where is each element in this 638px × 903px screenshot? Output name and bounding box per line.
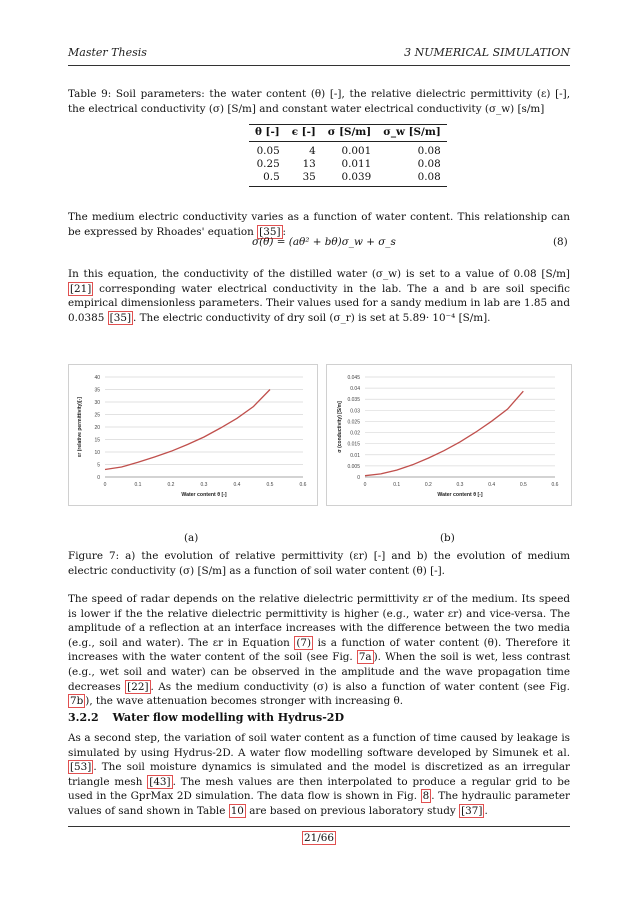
table-cell: 13	[302, 158, 316, 170]
x-axis-label: Water content θ [-]	[181, 492, 227, 498]
text-run: ). When the soil is wet, less contrast (e.g., wet soil and water) can be observed in the amplitude and the wave propagation time decreases	[68, 651, 570, 693]
table-header-cell: θ [-]	[249, 125, 286, 142]
paragraph-hydrus	[68, 731, 570, 819]
y-tick-label: 0.03	[350, 408, 360, 415]
table-header-cell: σ [S/m]	[322, 125, 377, 142]
table-cell: 0.039	[322, 171, 377, 187]
citation-link[interactable]: [53]	[70, 761, 92, 774]
running-header-right: 3 NUMERICAL SIMULATION	[404, 46, 570, 59]
y-tick-label: 0	[97, 475, 100, 481]
y-tick-label: 15	[94, 437, 100, 444]
text-run: is a function of water content (θ). Therefore it increases with the water content of the soil (see Fig.	[68, 636, 570, 664]
header-rule	[68, 65, 570, 66]
y-tick-label: 0.025	[347, 419, 360, 426]
page-number-link[interactable]: 21/66	[304, 832, 334, 844]
y-axis-label: σ (conductivity) [S/m]	[337, 401, 343, 453]
y-tick-label: 10	[94, 450, 100, 456]
equation-link[interactable]: (7)	[296, 636, 312, 649]
table-header-row	[249, 125, 447, 142]
y-tick-label: 30	[94, 400, 100, 406]
y-tick-label: 0.005	[347, 463, 360, 470]
subfigure-label-b: (b)	[440, 532, 455, 544]
table-header-cell: σ_w [S/m]	[377, 125, 447, 142]
text-run: ), the wave attenuation becomes stronger with increasing θ.	[85, 695, 404, 708]
table-cell: 0.001	[341, 145, 372, 157]
y-tick-label: 5	[97, 462, 100, 469]
citation-link[interactable]: [35]	[259, 225, 281, 238]
y-tick-label: 0.015	[347, 441, 360, 448]
table-cell: 35	[286, 171, 322, 187]
y-tick-label: 0.035	[347, 397, 360, 404]
x-tick-label: 0.3	[200, 482, 208, 488]
equation-number: (8)	[553, 236, 568, 248]
x-tick-label: 0.3	[456, 482, 464, 488]
soil-parameters-table	[249, 124, 447, 187]
x-axis-label: Water content θ [-]	[437, 492, 483, 498]
chart-a-frame	[68, 364, 318, 506]
page-number	[0, 832, 638, 844]
section-title: Water flow modelling with Hydrus-2D	[112, 711, 344, 724]
footer-rule	[68, 826, 570, 827]
text-run: The medium electric conductivity varies as a function of water content. This relationship can be expressed by Rhoades' equation	[68, 211, 570, 238]
equation-8: σ(θ) = (aθ² + bθ)σ_w + σ_s	[252, 236, 396, 248]
text-run: . The hydraulic parameter values of sand shown in Table	[68, 790, 570, 817]
figure-link[interactable]: 7a	[358, 651, 372, 664]
x-tick-label: 0.1	[134, 482, 142, 488]
citation-link[interactable]: [37]	[461, 804, 483, 817]
table-cell: 0.011	[341, 158, 372, 170]
text-run: :	[282, 225, 287, 238]
table-row	[249, 171, 447, 187]
series-line	[105, 390, 270, 470]
text-run: . The electric conductivity of dry soil (σ_r) is set at 5.89· 10⁻⁴ [S/m].	[133, 311, 491, 324]
citation-link[interactable]: [43]	[149, 775, 171, 788]
text-run: are based on previous laboratory study	[245, 804, 460, 817]
y-tick-label: 0.01	[350, 452, 360, 459]
y-axis-label: εr (relative permittivity)[-]	[77, 397, 83, 457]
text-run: . The soil moisture dynamics is simulated and the model is discretized as an irregular triangle mesh	[68, 761, 570, 788]
table-cell: 4	[309, 145, 316, 157]
x-tick-label: 0.6	[551, 482, 559, 488]
x-tick-label: 0.6	[299, 482, 307, 488]
table-cell: 0.08	[377, 171, 447, 187]
conductivity-chart	[327, 365, 571, 505]
y-tick-label: 0.045	[347, 375, 360, 381]
table-cell: 0.08	[417, 158, 441, 170]
y-tick-label: 0.04	[350, 386, 360, 393]
figure-link[interactable]: 7b	[70, 695, 84, 708]
chart-b-frame	[326, 364, 572, 506]
subfigure-label-a: (a)	[184, 532, 199, 544]
x-tick-label: 0.4	[488, 482, 496, 488]
citation-link[interactable]: [22]	[127, 680, 149, 693]
table-header-cell: ϵ [-]	[286, 125, 322, 142]
text-run: As a second step, the variation of soil water content as a function of time caused by leakage is simulated by using Hydrus-2D. A water flow modelling software developed by Simunek et al.	[68, 732, 570, 759]
paragraph-rhoades	[68, 210, 570, 239]
text-run: . The mesh values are then interpolated to produce a regular grid to be used in the GprMax 2D simulation. The data flow is shown in Fig.	[68, 775, 570, 803]
permittivity-chart	[69, 365, 317, 505]
section-heading	[68, 711, 344, 724]
x-tick-label: 0.1	[393, 482, 401, 488]
section-number: 3.2.2	[68, 711, 99, 724]
table-row	[249, 142, 447, 159]
citation-link[interactable]: [35]	[109, 311, 132, 324]
figure-caption: Figure 7: a) the evolution of relative permittivity (εr) [-] and b) the evolution of medium electric conductivity (σ) [S/m] as a function of soil water content (θ) [-].	[68, 550, 570, 577]
table-cell: 0.05	[256, 145, 280, 157]
text-run: . As the medium conductivity (σ) is also a function of water content (see Fig.	[150, 680, 570, 693]
table-cell: 0.5	[249, 171, 286, 187]
table-caption: Table 9: Soil parameters: the water content (θ) [-], the relative dielectric permittivity (ε) [-], the electrical conductivity (σ) [S/m] and constant water electrical conductivity (σ_w) [s/m]	[68, 88, 570, 115]
y-tick-label: 40	[94, 375, 100, 381]
y-tick-label: 35	[94, 387, 100, 394]
running-header-left: Master Thesis	[68, 46, 147, 59]
table-row	[249, 158, 447, 171]
y-tick-label: 0.02	[350, 430, 360, 437]
text-run: .	[484, 804, 488, 817]
x-tick-label: 0.4	[233, 482, 241, 488]
paragraph-radar-speed	[68, 592, 570, 709]
table-cell: 0.25	[256, 158, 280, 170]
x-tick-label: 0.5	[519, 482, 527, 488]
x-tick-label: 0.2	[424, 482, 432, 488]
x-tick-label: 0	[103, 482, 107, 488]
y-tick-label: 20	[94, 425, 100, 431]
table-cell: 0.08	[417, 145, 441, 157]
x-tick-label: 0.2	[167, 482, 175, 488]
y-tick-label: 0	[357, 475, 360, 481]
text-run: The speed of radar depends on the relative dielectric permittivity εr of the medium. Its speed is lower if the the relative dielectric permittivity is higher (e.g., water εr) and vice-versa. The amplitude of a reflection at an interface increases with the difference between the two media (e.g., soil and water). The εr in Equation	[68, 593, 570, 649]
y-tick-label: 25	[94, 412, 100, 419]
citation-link[interactable]: [21]	[70, 282, 92, 295]
x-tick-label: 0	[363, 482, 367, 488]
table-link[interactable]: 10	[230, 804, 244, 817]
figure-link[interactable]: 8	[422, 790, 430, 803]
series-line	[365, 391, 523, 476]
text-run: corresponding water electrical conductivity in the lab. The a and b are soil specific empirical dimensionless parameters. Their values used for a sandy medium in lab are 1.85 and 0.0385	[68, 282, 570, 324]
paragraph-conductivity	[68, 267, 570, 325]
text-run: In this equation, the conductivity of the distilled water (σ_w) is set to a value of 0.08 [S/m]	[68, 268, 570, 280]
x-tick-label: 0.5	[266, 482, 274, 488]
